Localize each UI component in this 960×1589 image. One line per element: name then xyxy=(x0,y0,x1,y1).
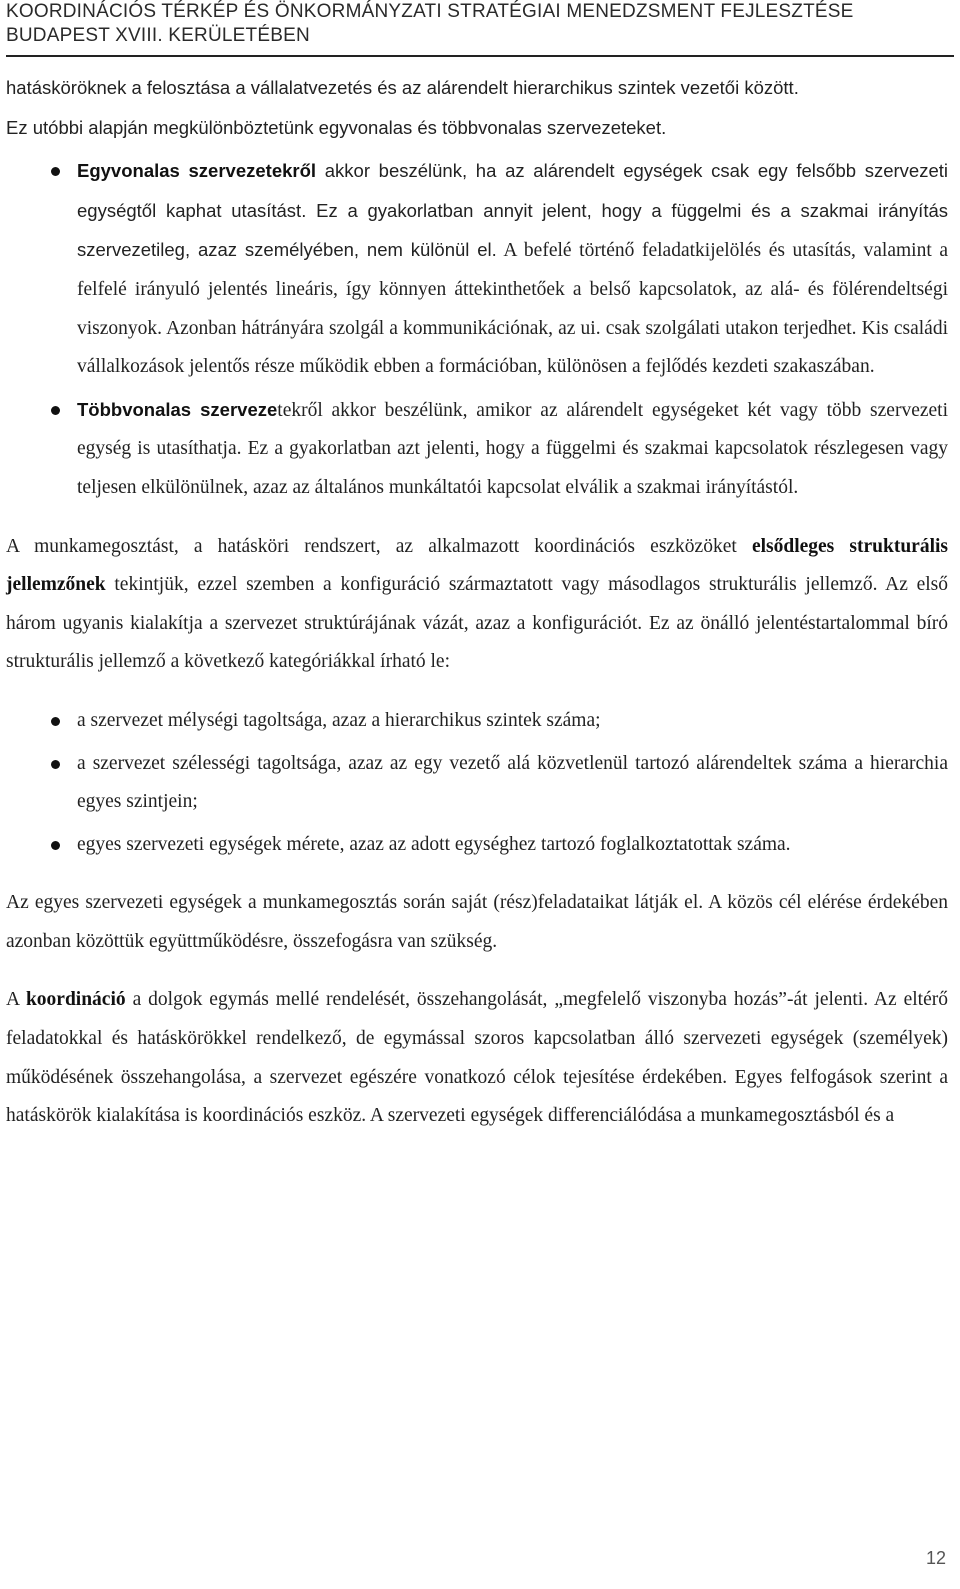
para3-text-1: A xyxy=(6,989,26,1011)
header-line-1: KOORDINÁCIÓS TÉRKÉP ÉS ÖNKORMÁNYZATI STRATÉGIAI MENEDZSMENT FEJLESZTÉSE xyxy=(6,1,854,22)
page-number: 12 xyxy=(925,1548,946,1568)
bullet1-sans-text: akkor beszélünk, ha az alárendelt egységek csak egy felsőbb szervezeti egységtől kaphat utasítást. Ez a gyakorlatban annyit jelent, hogy a függelmi és a szakmai irányítás szervezetileg, azaz személyében, nem különül el. xyxy=(77,160,948,261)
bullet-dot-icon xyxy=(51,167,60,176)
bullet2-text: tekről akkor beszélünk, amikor az alárendelt egységeket két vagy több szervezeti egység is utasíthatja. Ez a gyakorlatban azt jelenti, hogy a függelmi és szakmai kapcsolatok részlegesen vagy teljesen elkülönülnek, azaz az általános munkáltatói kapcsolat elválik a szakmai irányítástól. xyxy=(77,399,949,498)
list-item-text: a szervezet mélységi tagoltsága, azaz a hierarchikus szintek száma; xyxy=(77,709,601,731)
header-rule xyxy=(6,55,954,57)
bullet-dot-icon xyxy=(51,841,60,850)
list-item xyxy=(6,702,948,741)
page-body xyxy=(6,62,948,1136)
list-item-text: egyes szervezeti egységek mérete, azaz az adott egységhez tartozó foglalkoztatottak száma. xyxy=(77,833,791,855)
running-header xyxy=(6,0,954,48)
paragraph-strukturalis xyxy=(6,528,948,682)
term-egyvonalas: Egyvonalas szervezetekről xyxy=(77,160,317,182)
bullet-tobbvonalas xyxy=(6,391,948,508)
bullet1-serif-text: A befelé történő feladatkijelölés és utasítás, valamint a felfelé irányuló jelentés lineáris, így könnyen áttekinthetőek a belső kapcsolatok, az alá- és fölérendeltségi viszonyok. Azonban hátrányára szolgál a kommunikációnak, az ui. csak szolgálati utakon terjedhet. Kis családi vállalkozások jelentős része működik ebben a formációban, különösen a fejlődés kezdeti szakaszában. xyxy=(77,240,948,378)
intro-paragraph xyxy=(6,69,948,148)
term-elsodleges: elsődleges strukturális jellemzőnek xyxy=(6,535,948,596)
paragraph-koordinacio xyxy=(6,981,948,1135)
bullet-dot-icon xyxy=(51,760,60,769)
para3-text-2: a dolgok egymás mellé rendelését, összehangolását, „megfelelő viszonyba hozás”-át jelenti. Az eltérő feladatokkal és hatáskörökkel rendelkező, de egymással szoros kapcsolatban álló szervezeti egységek (személyek) működésének összehangolása, a szervezet egészére vonatkozó célok tejesítése érdekében. Egyes felfogások szerint a hatáskörök kialakítása is koordinációs eszköz. A szervezeti egységek differenciálódása a munkamegosztásból és a xyxy=(6,989,948,1127)
list-item xyxy=(6,745,948,822)
para1-text-2: tekintjük, ezzel szemben a konfiguráció származtatott vagy másodlagos strukturális jellemző. Az első három ugyanis kialakítja a szervezet struktúrájának vázát, azaz a konfigurációt. Ez az önálló jelentéstartalommal bíró strukturális jellemző a következő kategóriákkal írható le: xyxy=(6,574,948,673)
bullet-dot-icon xyxy=(51,406,60,415)
list-item-text: a szervezet szélességi tagoltsága, azaz az egy vezető alá közvetlenül tartozó alárendeltek száma a hierarchia egyes szintjein; xyxy=(77,752,948,813)
list-item xyxy=(6,826,948,865)
header-line-2: BUDAPEST XVIII. KERÜLETÉBEN xyxy=(6,25,310,46)
category-list xyxy=(6,702,948,864)
para1-text-1: A munkamegosztást, a hatásköri rendszert, az alkalmazott koordinációs eszközöket xyxy=(6,535,752,557)
term-tobbvonalas: Többvonalas szerveze xyxy=(77,398,278,420)
intro-line-1: hatásköröknek a felosztása a vállalatvezetés és az alárendelt hierarchikus szintek vezetői között. xyxy=(6,77,799,98)
paragraph-munkamegosztas: Az egyes szervezeti egységek a munkamegosztás során saját (rész)feladataikat látják el. A közös cél elérése érdekében azonban közöttük együttműködésre, összefogásra van szükség. xyxy=(6,892,948,952)
bullet-dot-icon xyxy=(51,717,60,726)
bullet-egyvonalas xyxy=(6,152,948,387)
term-koordinacio: koordináció xyxy=(25,989,126,1011)
intro-line-2: Ez utóbbi alapján megkülönböztetünk egyvonalas és többvonalas szervezeteket. xyxy=(6,116,667,138)
